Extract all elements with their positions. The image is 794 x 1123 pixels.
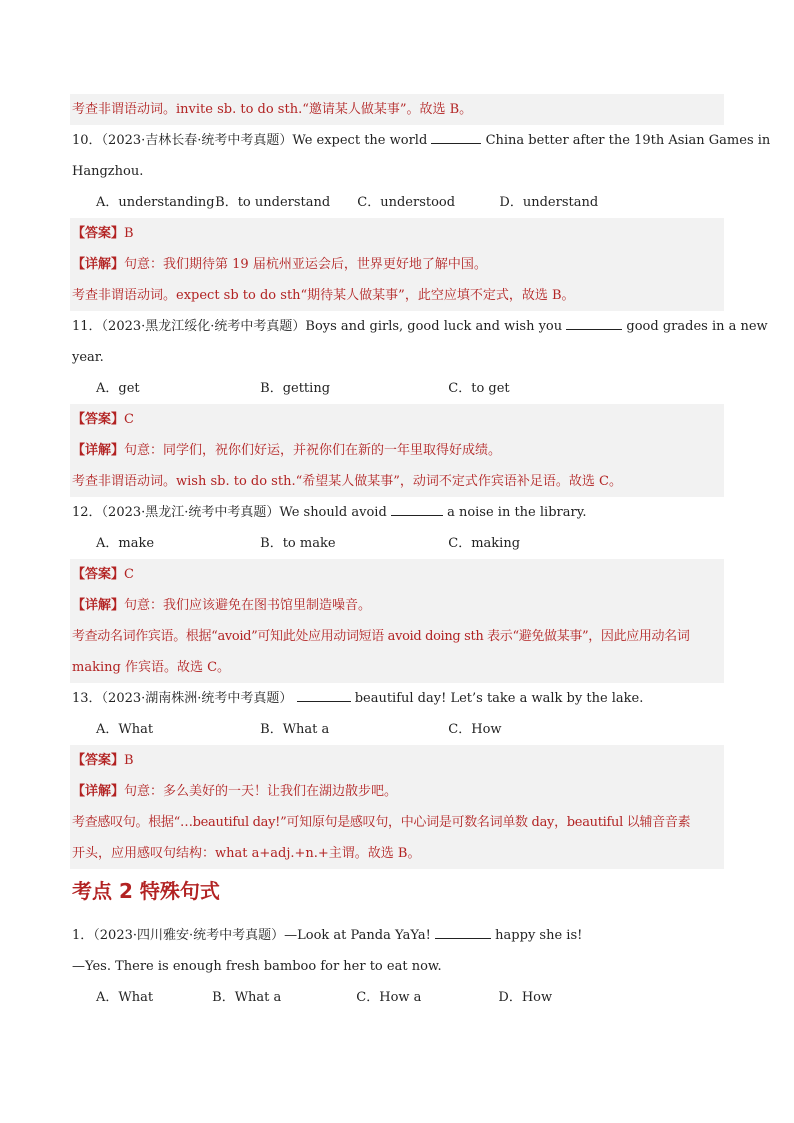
q11-stem-part2: good grades in a new (626, 319, 768, 334)
option-a: A．understanding (96, 195, 215, 210)
option-d: D．understand (499, 195, 599, 210)
option-c: C．understood (357, 195, 456, 210)
q13-answer (70, 745, 724, 776)
q10-detail (70, 249, 724, 280)
option-a: A．What (96, 990, 154, 1005)
q13-detail (70, 776, 724, 807)
q11-stem (70, 311, 768, 342)
q12-options (70, 528, 724, 559)
answer-label: 【答案】 (72, 226, 125, 241)
detail-text: 句意：我们应该避免在图书馆里制造噪音。 (124, 598, 372, 613)
answer-label: 【答案】 (72, 567, 125, 582)
answer-label: 【答案】 (72, 412, 125, 427)
answer-blank (431, 131, 481, 144)
option-a: A．make (96, 536, 155, 551)
q12-stem-part1: 12．（2023·黑龙江·统考中考真题）We should avoid (72, 505, 387, 520)
q1-stem (70, 920, 724, 951)
answer-value: B (124, 753, 134, 768)
option-b: B．What a (260, 722, 330, 737)
q11-detail (70, 435, 724, 466)
detail-text: 句意：我们期待第 19 届杭州亚运会后，世界更好地了解中国。 (124, 257, 487, 272)
q10-options (70, 187, 724, 218)
option-b: B．to make (260, 536, 336, 551)
option-b: B．to understand (215, 195, 331, 210)
q12-answer (70, 559, 724, 590)
detail-label: 【详解】 (72, 443, 125, 458)
q12-analysis-cont: making 作宾语。故选 C。 (70, 652, 724, 683)
q12-stem-part2: a noise in the library. (447, 505, 587, 520)
section-spacer (70, 913, 724, 920)
option-d: D．How (498, 990, 553, 1005)
q11-analysis: 考查非谓语动词。wish sb. to do sth.“希望某人做某事”，动词不定式作宾语补足语。故选 C。 (70, 466, 724, 497)
q13-stem (70, 683, 724, 714)
q13-stem-part1: 13．（2023·湖南株洲·统考中考真题） (72, 691, 293, 706)
q10-answer (70, 218, 724, 249)
q13-analysis: 考查感叹句。根据“…beautiful day!”可知原句是感叹句，中心词是可数名词单数 day，beautiful 以辅音音素 (70, 807, 724, 838)
option-b: B．getting (260, 381, 331, 396)
q13-stem-part2: beautiful day! Let’s take a walk by the lake. (354, 691, 644, 706)
q12-detail (70, 590, 724, 621)
option-a: A．What (96, 722, 154, 737)
option-b: B．What a (212, 990, 282, 1005)
q11-answer (70, 404, 724, 435)
answer-value: C (124, 567, 134, 582)
option-c: C．How a (356, 990, 422, 1005)
section-heading: 考点 2 特殊句式 (72, 879, 220, 903)
q1-stem-part1: 1．（2023·四川雅安·统考中考真题）—Look at Panda YaYa! (72, 928, 431, 943)
q13-analysis-cont: 开头，应用感叹句结构：what a+adj.+n.+主谓。故选 B。 (70, 838, 724, 869)
q12-analysis: 考查动名词作宾语。根据“avoid”可知此处应用动词短语 avoid doing sth 表示“避免做某事”，因此应用动名词 (70, 621, 724, 652)
answer-blank (435, 926, 491, 939)
q10-analysis: 考查非谓语动词。expect sb to do sth“期待某人做某事”，此空应填不定式，故选 B。 (70, 280, 724, 311)
option-c: C．making (448, 536, 521, 551)
q1-stem-part2: happy she is! (495, 928, 583, 943)
q11-stem-cont: year. (72, 350, 104, 365)
q11-stem-part1: 11．（2023·黑龙江绥化·统考中考真题）Boys and girls, good luck and wish you (72, 319, 563, 334)
q10-stem-part2: China better after the 19th Asian Games in (485, 133, 771, 148)
q10-stem (70, 125, 771, 156)
answer-blank (391, 503, 443, 516)
q9-analysis: 考查非谓语动词。invite sb. to do sth.“邀请某人做某事”。故选 B。 (70, 94, 724, 125)
option-a: A．get (96, 381, 140, 396)
q11-options (70, 373, 724, 404)
detail-text: 句意：同学们，祝你们好运，并祝你们在新的一年里取得好成绩。 (124, 443, 502, 458)
answer-blank (297, 689, 351, 702)
detail-label: 【详解】 (72, 257, 125, 272)
answer-blank (566, 317, 622, 330)
exam-page (70, 94, 771, 1013)
answer-value: B (124, 226, 134, 241)
q1-dialogue-reply: —Yes. There is enough fresh bamboo for her to eat now. (72, 959, 442, 974)
detail-text: 句意：多么美好的一天！让我们在湖边散步吧。 (124, 784, 398, 799)
answer-label: 【答案】 (72, 753, 125, 768)
detail-label: 【详解】 (72, 598, 125, 613)
q10-stem-cont: Hangzhou. (72, 164, 144, 179)
option-c: C．to get (448, 381, 510, 396)
detail-label: 【详解】 (72, 784, 125, 799)
option-c: C．How (448, 722, 502, 737)
q1-options (70, 982, 724, 1013)
q13-options (70, 714, 724, 745)
q12-stem (70, 497, 724, 528)
q10-stem-part1: 10．（2023·吉林长春·统考中考真题）We expect the world (72, 133, 428, 148)
answer-value: C (124, 412, 134, 427)
